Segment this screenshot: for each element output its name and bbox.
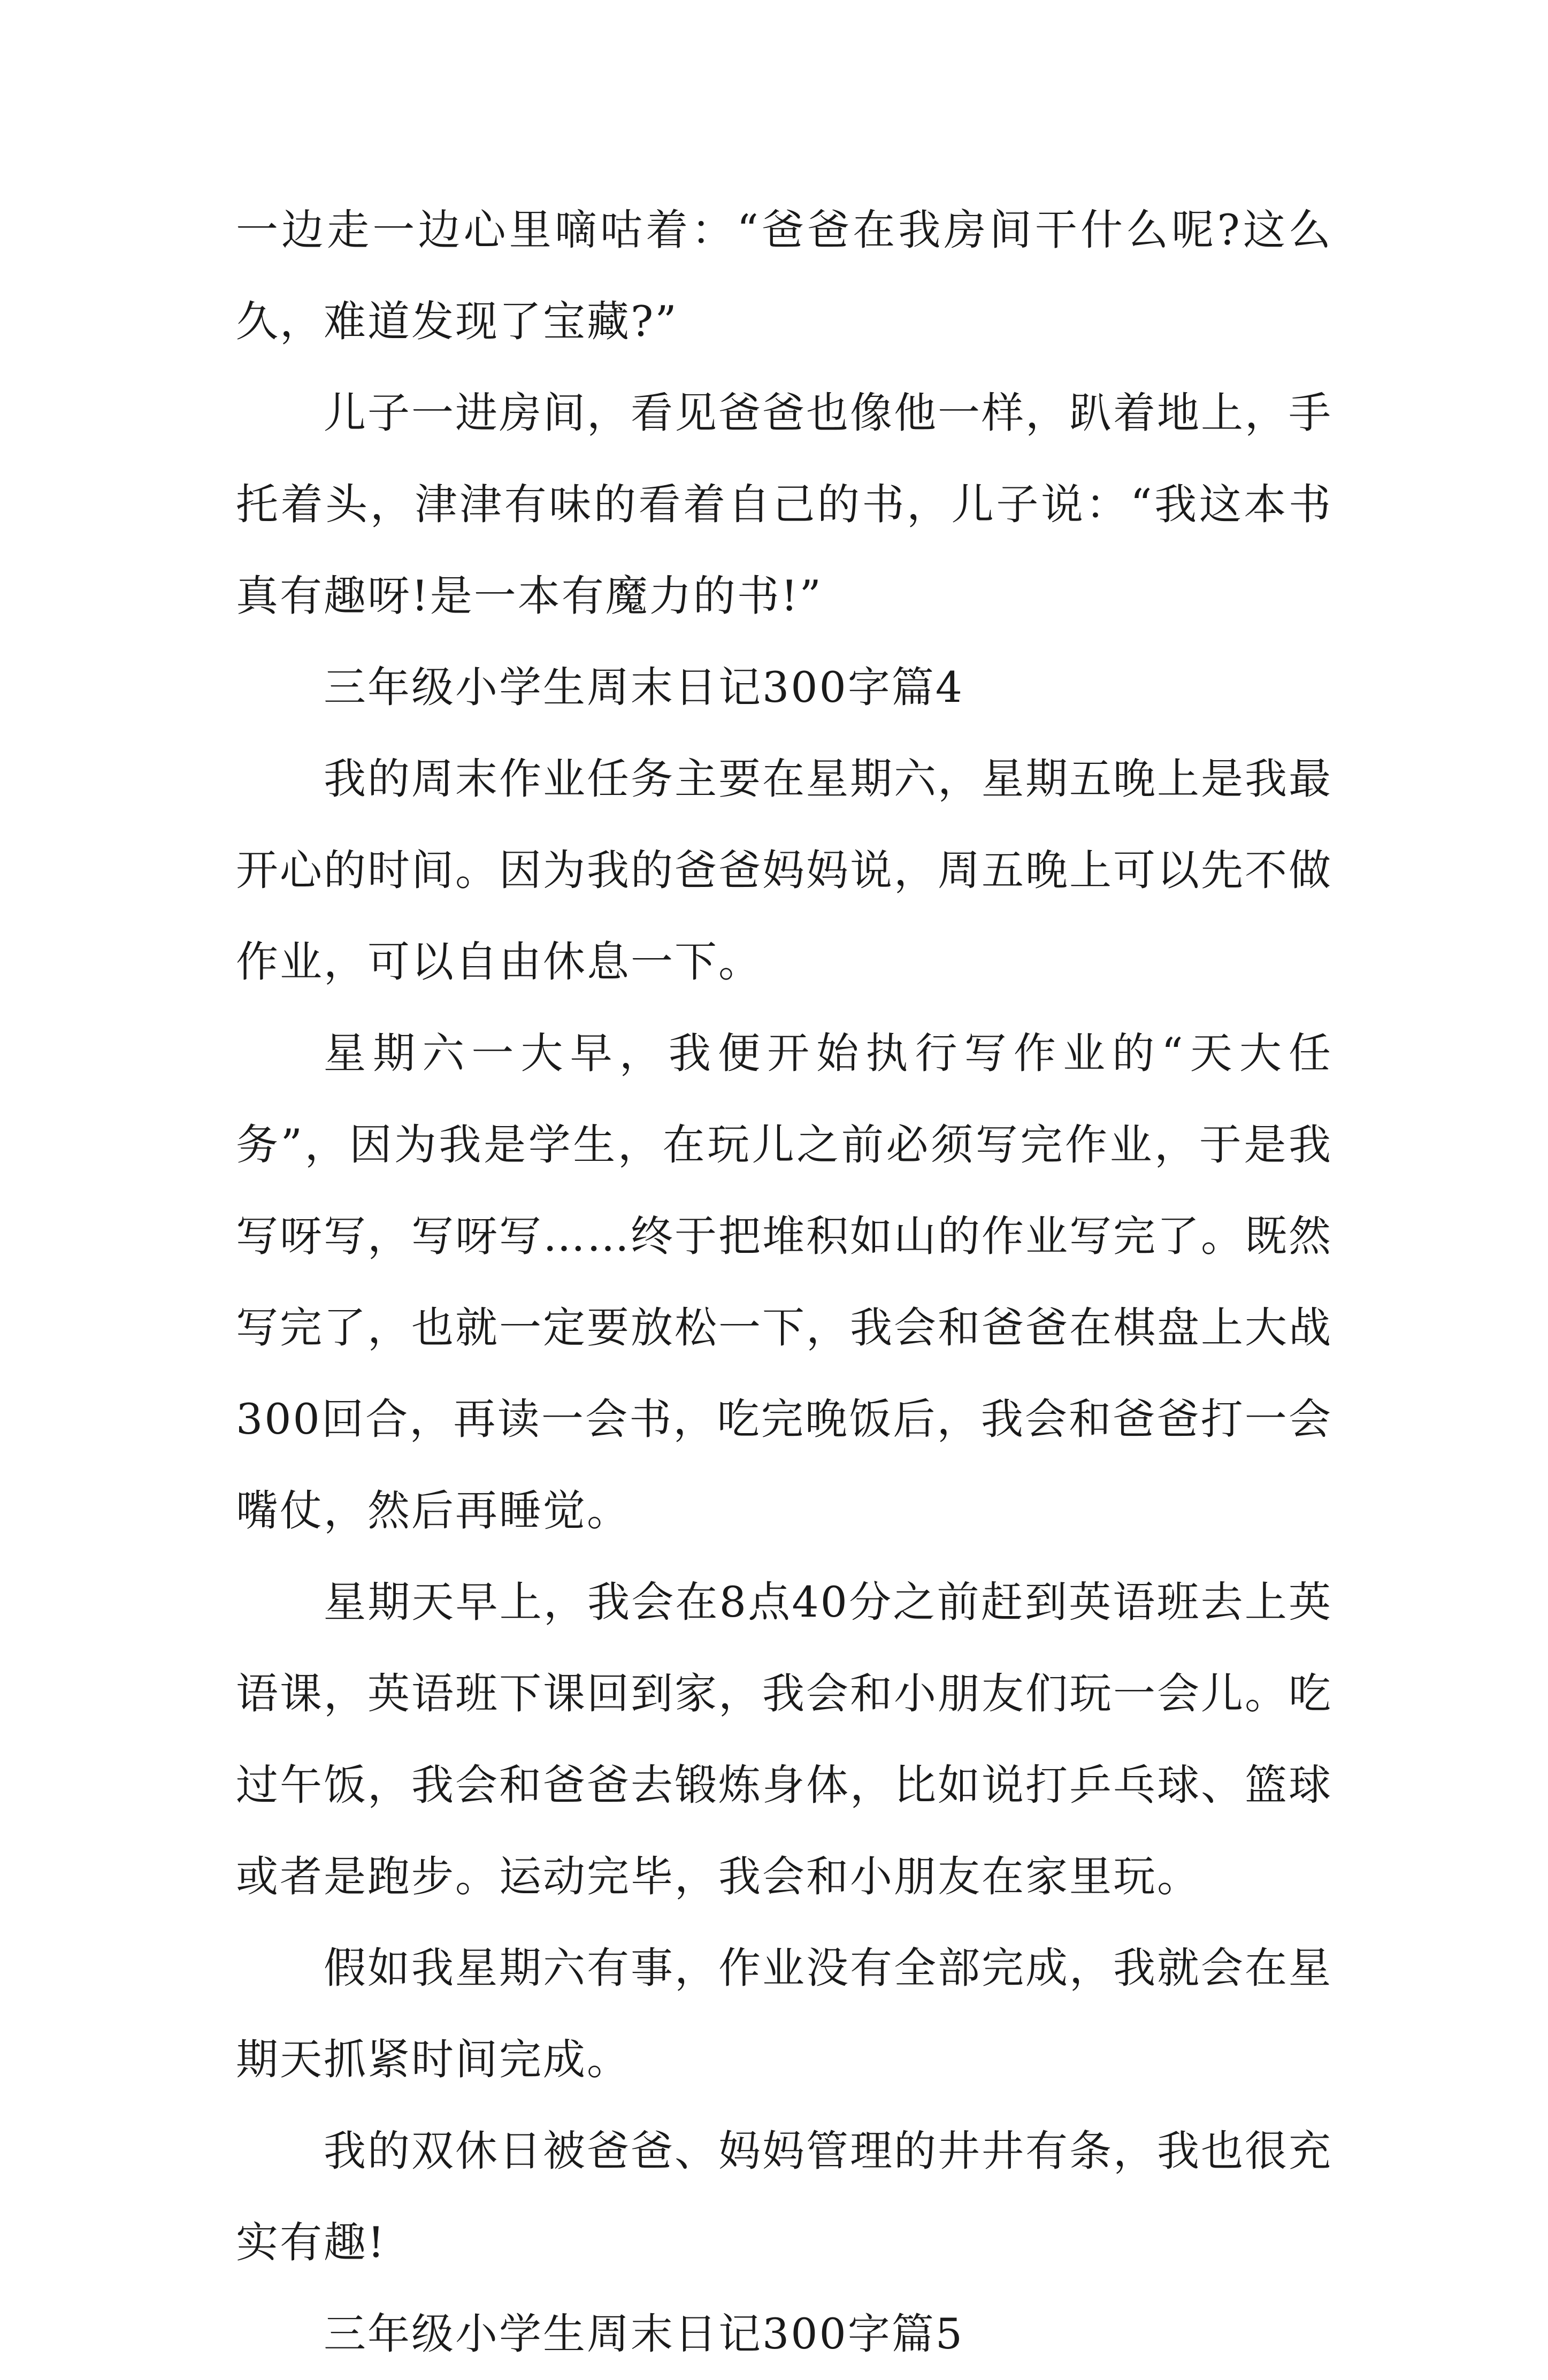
paragraph: 我的周末作业任务主要在星期六，星期五晚上是我最开心的时间。因为我的爸爸妈妈说，周五晚上可以先不做作业，可以自由休息一下。 (236, 754, 1332, 986)
paragraph: 星期天早上，我会在8点40分之前赶到英语班去上英语课，英语班下课回到家，我会和小朋友们玩一会儿。吃过午饭，我会和爸爸去锻炼身体，比如说打乒乓球、篮球或者是跑步。运动完毕，我会和小朋友在家里玩。 (236, 1578, 1332, 1901)
paragraph-continuation: 一边走一边心里嘀咕着：“爸爸在我房间干什么呢?这么久，难道发现了宝藏?” (236, 205, 1332, 346)
section-heading: 三年级小学生周末日记300字篇4 (324, 663, 964, 712)
paragraph: 我的双休日被爸爸、妈妈管理的井井有条，我也很充实有趣! (236, 2126, 1332, 2267)
paragraph: 儿子一进房间，看见爸爸也像他一样，趴着地上，手托着头，津津有味的看着自己的书，儿子说：“我这本书真有趣呀!是一本有魔力的书!” (236, 388, 1332, 621)
section-heading: 三年级小学生周末日记300字篇5 (324, 2309, 964, 2359)
paragraph: 假如我星期六有事，作业没有全部完成，我就会在星期天抓紧时间完成。 (236, 1943, 1332, 2084)
paragraph: 星期六一大早，我便开始执行写作业的“天大任务”，因为我是学生，在玩儿之前必须写完作业，于是我写呀写，写呀写……终于把堆积如山的作业写完了。既然写完了，也就一定要放松一下，我会和爸爸在棋盘上大战300回合，再读一会书，吃完晚饭后，我会和爸爸打一会嘴仗，然后再睡觉。 (236, 1029, 1332, 1535)
document-body (236, 185, 1332, 2380)
